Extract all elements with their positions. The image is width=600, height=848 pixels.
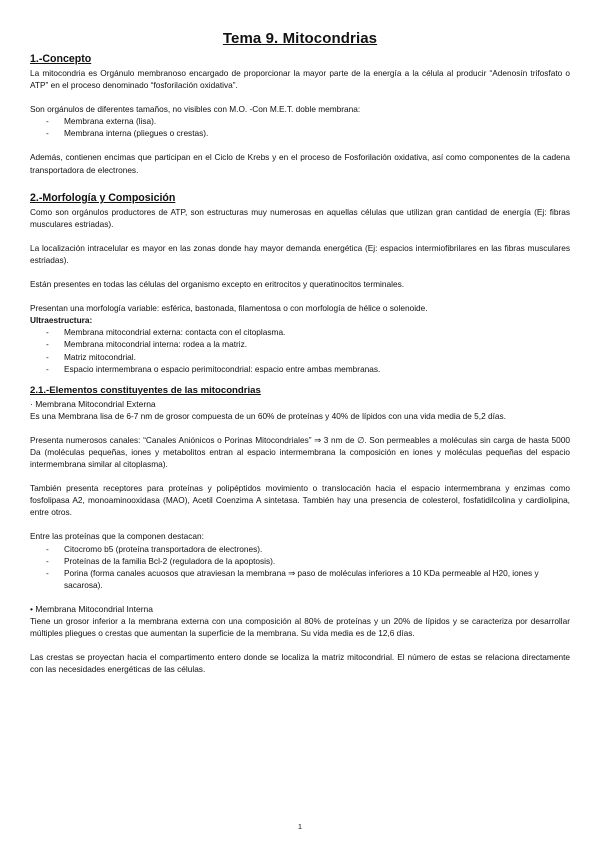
mme-label: · Membrana Mitocondrial Externa [30,398,156,409]
paragraph: Como son orgánulos productores de ATP, son estructuras muy numerosas en aquellas células que utilizan gran cantidad de energía (Ej: fibras musculares estriadas). [30,206,570,229]
paragraph: Son orgánulos de diferentes tamaños, no visibles con M.O. -Con M.E.T. doble membrana: [30,104,361,115]
mmi-label: • Membrana Mitocondrial Interna [30,603,153,614]
paragraph: La localización intracelular es mayor en las zonas donde hay mayor demanda energética (Ej: espacios intermiofibrilares en las fibras musculares estriadas). [30,242,570,265]
paragraph: Presentan una morfología variable: esférica, bastonada, filamentosa o con morfología de hélice o solenoide. [30,303,428,314]
proteins-list [30,543,570,591]
ultrastructure-list [30,326,570,374]
subsection-heading-elementos-text: 2.1.-Elementos constituyentes de las mitocondrias [30,384,261,396]
paragraph: Están presentes en todas las células del organismo excepto en eritrocitos y queratinocitos terminales. [30,279,405,290]
section-heading-morfologia [30,192,570,204]
paragraph: Entre las proteínas que la componen destacan: [30,531,204,542]
paragraph: Tiene un grosor inferior a la membrana externa con una composición al 80% de proteínas y un 20% de lípidos y se caracteriza por desarrollar múltiples pliegues o crestas que aumentan la superficie de la membrana. Su vida media es de 12,6 días. [30,616,570,639]
list-item: - Matriz mitocondrial. [46,351,570,363]
ultraestructura-label: Ultraestructura: [30,315,93,326]
subsection-heading-elementos [30,385,570,396]
list-item: - Membrana mitocondrial externa: contacta con el citoplasma. [46,326,570,338]
section-heading-concepto [30,53,570,65]
paragraph: Además, contienen encimas que participan en el Ciclo de Krebs y en el proceso de Fosforilación oxidativa, así como componentes de la cadena transportadora de electrones. [30,152,570,175]
page-number: 1 [297,822,303,831]
paragraph: Es una Membrana lisa de 6-7 nm de grosor compuesta de un 60% de proteínas y 40% de lípidos con una vida media de 5,2 días. [30,410,506,421]
list-item: - Membrana interna (pliegues o crestas). [46,127,570,139]
paragraph: Las crestas se proyectan hacia el compartimento entero donde se localiza la matriz mitocondrial. El número de estas se relaciona directamente con las necesidades energéticas de las células. [30,652,570,675]
list-item: - Espacio intermembrana o espacio perimitocondrial: espacio entre ambas membranas. [46,363,570,375]
paragraph: La mitocondria es Orgánulo membranoso encargado de proporcionar la mayor parte de la energía a la célula al producir “Adenosín trifosfato o ATP” en el proceso denominado “fosforilación oxidativa”. [30,68,570,91]
section-heading-concepto-text: 1.-Concepto [30,53,92,65]
paragraph: También presenta receptores para proteínas y polipéptidos movimiento o translocación hacia el espacio intermembrana y enzimas como fosfolipasa A2, monoaminooxidasa (MAO), Acetil Coenzima A sintetasa. También hay una presencia de colesterol, fosfatidilcolina y cardiolipina, entre otros. [30,483,570,518]
paragraph: Presenta numerosos canales: “Canales Aniónicos o Porinas Mitocondriales” ⇒ 3 nm de ∅. Son permeables a moléculas sin carga de hasta 5000 Da (moléculas pequeñas, iones y metabolitos entran al espacio intermembrana la composición en iones y moléculas pequeñas del espacio intermembrana similar al citoplasma). [30,434,570,470]
list-item: - Proteínas de la familia Bcl-2 (reguladora de la apoptosis). [46,555,570,567]
section-heading-morfologia-text: 2.-Morfología y Composición [30,191,176,204]
list-item: - Membrana mitocondrial interna: rodea a la matriz. [46,338,570,350]
list-item: - Porina (forma canales acuosos que atraviesan la membrana ⇒ paso de moléculas inferiores a 10 KDa permeable al H20, iones y sacarosa). [46,567,570,591]
list-item: - Membrana externa (lisa). [46,115,570,127]
page-title: Tema 9. Mitocondrias [222,30,378,47]
membrane-list [30,115,570,139]
list-item: - Citocromo b5 (proteína transportadora de electrones). [46,543,570,555]
